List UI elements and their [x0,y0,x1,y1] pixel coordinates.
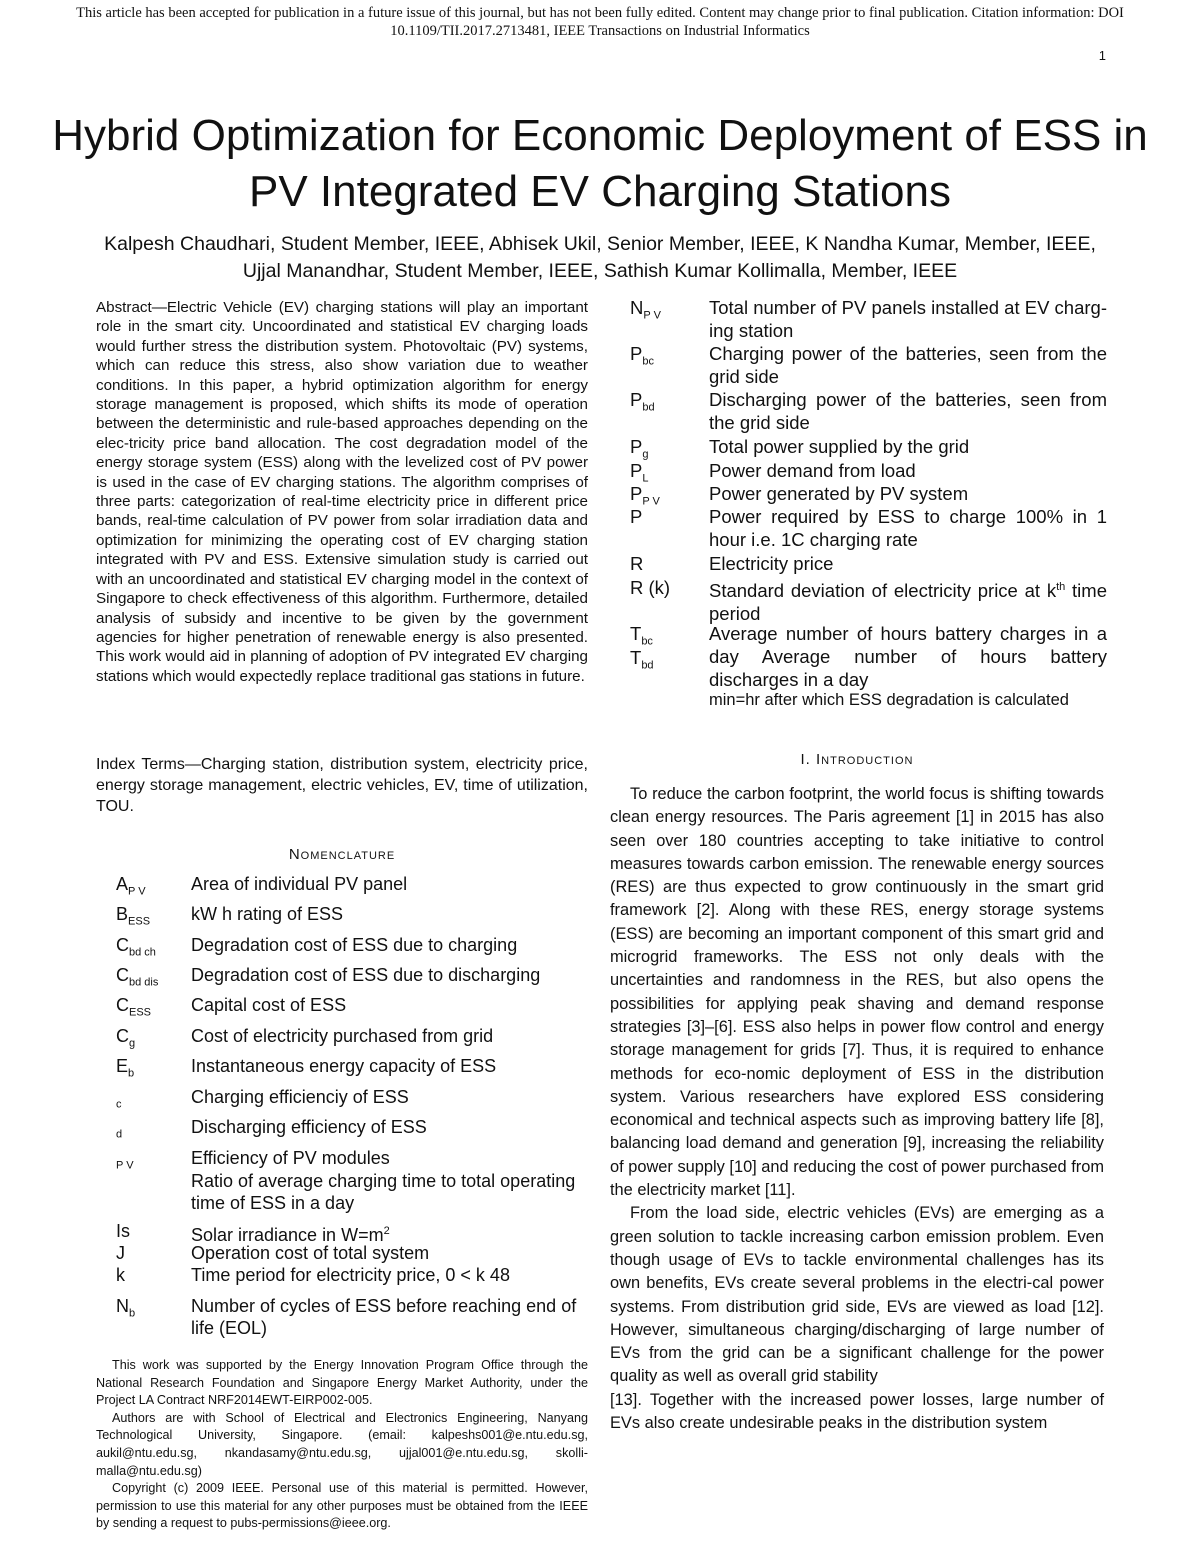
nomenclature-definition: Power required by ESS to charge 100% in 1 hour i.e. 1C charging rate [709,506,1107,550]
nomenclature-heading: Nomenclature [288,846,396,863]
author-list [30,231,1170,285]
nomenclature-subscript: L [642,472,649,485]
nomenclature-subscript: bd [641,659,654,672]
nomenclature-definition-cont: time period [709,580,1107,625]
abstract: Abstract—Electric Vehicle (EV) charging stations will play an important role in the smart city. Uncoordinated and statistical EV charging loads would further stress the distribution system. Photovoltaic (PV) systems, which can reduce this stress, also show variation due to weather conditions. In this paper, a hybrid optimization algorithm for energy storage management is proposed, which shifts its mode of operation between the deterministic and rule-based approaches depending on the elec-tricity price band allocation. The cost degradation model of the energy storage system (ESS) along with the levelized cost of PV power is used in the case of EV charging stations. The algorithm comprises of three parts: categorization of real-time electricity price in different price bands, real-time calculation of PV power from solar irradiation data and optimization for minimizing the operating cost of EV charging station integrated with PV and ESS. Extensive simulation study is carried out with an uncoordinated and statistical EV charging model in the context of Singapore to check effectiveness of this algorithm. Furthermore, detailed analysis of subsidy and incentive to be given by the government agencies for higher penetration of renewable energy is also presented. This work would aid in planning of adoption of PV integrated EV charging stations which would expectedly replace traditional gas stations in future. [96,299,588,685]
nomenclature-definition: kW h rating of ESS [191,904,344,924]
nomenclature-symbol: P [630,460,643,481]
nomenclature-symbol: C [116,965,129,985]
nomenclature-subscript: g [642,448,649,461]
nomenclature-definition: Total number of PV panels installed at EV charg-ing station [709,297,1107,341]
nomenclature-definition: Power generated by PV system [709,483,969,504]
nomenclature-subscript: bd ch [129,946,156,959]
nomenclature-symbol: Is [116,1221,131,1241]
nomenclature-definition: Power demand from load [709,460,916,481]
nomenclature-definition: Degradation cost of ESS due to discharging [191,965,541,985]
nomenclature-symbol: J [116,1243,125,1263]
nomenclature-symbol: C [116,995,129,1015]
introduction-heading: I. Introduction [800,751,914,768]
intro-paragraph: From the load side, electric vehicles (EVs) are emerging as a green solution to tackle increasing carbon emission problem. Even though usage of EVs to tackle environmental challenges has its own benefits, EVs create several problems in the electri-cal power systems. From distribution grid side, EVs are viewed as load [12]. However, simultaneous charging/discharging of large number of EVs from the grid can be a significant challenge for the power quality as well as overall grid stability [610,1204,1104,1386]
nomenclature-symbol: T [630,647,642,668]
nomenclature-subscript: P V [116,1159,134,1172]
nomenclature-definition: Time period for electricity price, 0 < k 48 [191,1265,510,1285]
nomenclature-definition: Instantaneous energy capacity of ESS [191,1056,497,1076]
nomenclature-definition: Total power supplied by the grid [709,436,970,457]
nomenclature-subscript: g [129,1037,136,1050]
funding-footnote: This work was supported by the Energy Innovation Program Office through the National Research Foundation and Singapore Energy Market Authority, under the Project LA Contract NRF2014EWT-EIRP002-005. [96,1358,588,1408]
nomenclature-symbol: R (k) [630,577,671,598]
nomenclature-definition: Capital cost of ESS [191,995,347,1015]
nomenclature-superscript: th [1056,581,1066,593]
nomenclature-subscript: P V [128,885,146,898]
nomenclature-symbol: N [116,1296,129,1316]
nomenclature-symbol: P [630,436,643,457]
nomenclature-subscript: ESS [129,1006,152,1019]
nomenclature-definition: Standard deviation of electricity price at k [709,580,1057,602]
nomenclature-definition: Electricity price [709,553,834,574]
publication-notice: This article has been accepted for publication in a future issue of this journal, but has not been fully edited. Content may change prior to final publication. Citation information: DOI 10.1109/TII.2017.2713481, IEEE Transactions on Industrial Informatics [76,5,1124,39]
nomenclature-symbol: N [630,297,644,318]
copyright-footnote: Copyright (c) 2009 IEEE. Personal use of this material is permitted. However, permission to use this material for any other purposes must be obtained from the IEEE by sending a request to pubs-permissions@ieee.org. [96,1481,588,1531]
nomenclature-definition: Area of individual PV panel [191,874,408,894]
nomenclature-definition: Operation cost of total system [191,1243,430,1263]
nomenclature-definition: Charging efficienciy of ESS [191,1087,409,1107]
nomenclature-definition: Number of cycles of ESS before reaching end of life (EOL) [191,1296,577,1338]
intro-paragraph: To reduce the carbon footprint, the world focus is shifting towards clean energy resources. The Paris agreement [1] in 2015 has also seen over 180 countries accepting to take initiative to control measures towards carbon emission. The renewable energy sources (RES) are thus expected to grow continuously in the smart grid framework [2]. Along with these RES, energy storage systems (ESS) are becoming an important component of this smart grid and microgrid frameworks. The ESS not only deals with the uncertainties and randomness in the RES, but also opens the possibilities for applying peak shaving and demand response strategies [3]–[6]. ESS also helps in power flow control and energy storage management for grids [7]. Thus, it is required to enhance methods for eco-nomic deployment of ESS in the distribution system. Various researchers have explored ESS considering economical and technical aspects such as improving battery life [8], balancing load demand and generation [9], increasing the reliability of power supply [10] and reducing the cost of power purchased from the electricity market [11]. [610,785,1104,1200]
nomenclature-right [630,296,1110,716]
nomenclature-left [116,873,596,1343]
nomenclature-subscript: bd dis [129,976,159,989]
nomenclature-subscript: d [116,1128,123,1141]
nomenclature-definition: Cost of electricity purchased from grid [191,1026,494,1046]
nomenclature-symbol: C [116,935,129,955]
nomenclature-subscript: bd [642,401,655,414]
nomenclature-symbol: P [630,343,643,364]
nomenclature-subscript: b [129,1307,136,1320]
nomenclature-definition: Ratio of average charging time to total operating time of ESS in a day [191,1171,576,1213]
nomenclature-definition: Degradation cost of ESS due to charging [191,935,518,955]
nomenclature-symbol: T [630,623,642,644]
footnotes [96,1357,588,1533]
nomenclature-definition: Efficiency of PV modules [191,1148,390,1168]
nomenclature-symbol: E [116,1056,129,1076]
nomenclature-symbol: P [630,506,643,527]
nomenclature-symbol: C [116,1026,129,1046]
nomenclature-subscript: bc [642,355,654,368]
page-number: 1 [1098,48,1106,63]
paper-title: Hybrid Optimization for Economic Deployment of ESS in PV Integrated EV Charging Stations [52,111,1148,216]
nomenclature-definition: Discharging power of the batteries, seen from the grid side [709,389,1107,433]
nomenclature-subscript: P V [643,309,661,322]
nomenclature-definition: Charging power of the batteries, seen from the grid side [709,343,1107,387]
nomenclature-symbol: A [116,874,129,894]
nomenclature-subscript: P V [642,495,660,508]
nomenclature-superscript: 2 [383,1225,390,1237]
nomenclature-definition: Average number of hours battery charges in a day Average number of hours battery discharges in a day [709,623,1107,690]
nomenclature-subscript: bc [641,635,653,648]
nomenclature-symbol: R [630,553,644,574]
nomenclature-definition: Solar irradiance in W=m [191,1225,384,1245]
nomenclature-definition: min=hr after which ESS degradation is calculated [709,691,1069,709]
index-terms: Index Terms—Charging station, distribution system, electricity price, energy storage management, electric vehicles, EV, time of utilization, TOU. [96,756,588,815]
nomenclature-subscript: b [128,1067,135,1080]
nomenclature-definition: Discharging efficiency of ESS [191,1117,427,1137]
nomenclature-symbol: B [116,904,129,924]
author-line-2: Ujjal Manandhar, Student Member, IEEE, Sathish Kumar Kollimalla, Member, IEEE [242,260,958,282]
author-line-1: Kalpesh Chaudhari, Student Member, IEEE, Abhisek Ukil, Senior Member, IEEE, K Nandha Kumar, Member, IEEE, [104,233,1096,255]
intro-paragraph: [13]. Together with the increased power losses, large number of EVs also create undesirable peaks in the distribution system [610,1390,1104,1433]
nomenclature-subscript: c [116,1098,122,1111]
nomenclature-symbol: P [630,389,643,410]
nomenclature-subscript: ESS [128,915,151,928]
introduction-body [610,783,1104,1435]
affiliation-footnote: Authors are with School of Electrical and Electronics Engineering, Nanyang Technological University, Singapore. (email: kalpeshs001@e.ntu.edu.sg, aukil@ntu.edu.sg, nkandasamy@ntu.edu.sg, ujjal001@e.ntu.edu.sg, skolli-malla@ntu.edu.sg) [96,1410,588,1478]
nomenclature-symbol: P [630,483,643,504]
nomenclature-symbol: k [116,1265,125,1285]
